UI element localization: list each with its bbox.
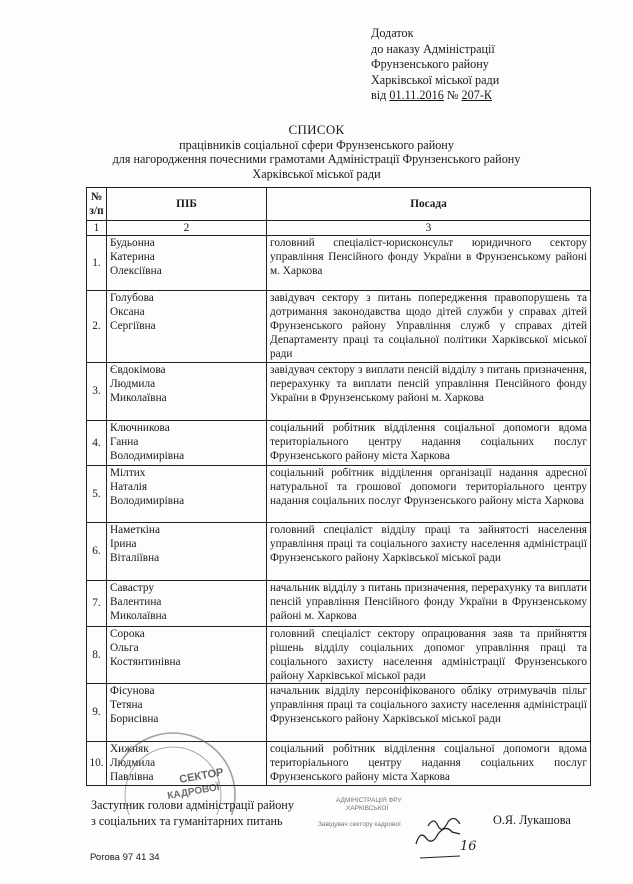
row-number: 7. [87, 580, 107, 626]
name-part: Миколаївна [110, 609, 167, 622]
awardees-table [86, 187, 591, 786]
column-header-num: № з/п [87, 188, 107, 221]
order-date-line [371, 88, 499, 104]
name-part: Ключникова [110, 421, 170, 434]
name-part: Євдокімова [110, 363, 166, 376]
title-line: для нагородження почесними грамотами Адміністрації Фрунзенського району [112, 152, 521, 166]
name-part: Будьонна [110, 237, 155, 250]
name-part: Хижняк [110, 742, 149, 755]
header-line: Харківської міської ради [371, 72, 500, 87]
table-row [87, 580, 591, 626]
name-part: Людмила [110, 757, 156, 770]
name-part: Костянтинівна [110, 655, 181, 668]
row-number: 4. [87, 420, 107, 465]
signatory-block [91, 798, 294, 829]
table-row [87, 522, 591, 580]
name-part: Миколаївна [110, 391, 167, 404]
name-part: Наталія [110, 480, 148, 493]
stamp-text: КАДРОВОЇ [166, 781, 221, 802]
number-prefix: № [443, 88, 462, 102]
name-part: Олексіївна [110, 265, 162, 278]
order-date: 01.11.2016 [389, 88, 444, 102]
person-name [107, 291, 267, 362]
stamp-text: ХАРКІВСЬКОЇ [346, 805, 389, 812]
name-part: Ольга [110, 641, 139, 654]
table-row [87, 291, 591, 362]
row-number: 1. [87, 236, 107, 291]
name-part: Катерина [110, 251, 155, 264]
person-name [107, 522, 267, 580]
header-line: до наказу Адміністрації [371, 41, 495, 56]
row-number: 5. [87, 465, 107, 522]
table-row [87, 236, 591, 291]
executor-note: Рогова 97 41 34 [90, 852, 160, 863]
row-number: 2. [87, 291, 107, 362]
column-number: 3 [267, 221, 591, 236]
handwritten-signature [380, 812, 490, 860]
table-row [87, 420, 591, 465]
name-part: Борисівна [110, 713, 159, 726]
name-part: Савастру [110, 581, 154, 594]
name-part: Фісунова [110, 684, 155, 697]
person-position: начальник відділу персоніфікованого обліку отримувачів пільг управління праці та соціального захисту населення адміністрації Фрунзенського району Харківської міської ради [267, 683, 591, 741]
row-number: 8. [87, 626, 107, 683]
person-name [107, 580, 267, 626]
name-part: Валентина [110, 595, 162, 608]
name-part: Голубова [110, 292, 154, 305]
signatory-title-line: з соціальних та гуманітарних питань [91, 813, 283, 828]
column-number: 2 [107, 221, 267, 236]
person-position: головний спеціаліст-юрисконсульт юридичного сектору управління Пенсійного фонду України в Фрунзенському районі м. Харкова [267, 236, 591, 291]
name-part: Мілтих [110, 466, 146, 479]
person-name [107, 236, 267, 291]
name-part: Володимирівна [110, 494, 185, 507]
stamp-text: АДМІНІСТРАЦІЯ ФРУ [336, 797, 402, 804]
person-position: завідувач сектору з питань попередження правопорушень та дотримання законодавства щодо дітей служби у справах дітей Фрунзенського району Управління служб у справах дітей Департаменту праці та соціальної політики Харківської міської ради [267, 291, 591, 362]
name-part: Сергіївна [110, 320, 156, 333]
person-position: начальник відділу з питань призначення, перерахунку та виплати пенсій управління Пенсійного фонду України в Фрунзенському районі м. Харкова [267, 580, 591, 626]
row-number: 10. [87, 741, 107, 785]
person-position: завідувач сектору з виплати пенсій відділу з питань призначення, перерахунку та виплати пенсій управління Пенсійного фонду України в Фрунзенському районі м. Харкова [267, 362, 591, 420]
person-position: соціальний робітник відділення соціальної допомоги вдома територіального центру надання соціальних послуг Фрунзенського району міста Харкова [267, 420, 591, 465]
name-part: Віталіївна [110, 551, 160, 564]
person-name [107, 465, 267, 522]
name-part: Ірина [110, 537, 137, 550]
person-name [107, 420, 267, 465]
person-position: соціальний робітник відділення організації надання адресної натуральної та грошової допомоги територіального центру надання соціальних послуг Фрунзенського району міста Харкова [267, 465, 591, 522]
name-part: Тетяна [110, 699, 143, 712]
table-row [87, 626, 591, 683]
signatory-title-line: Заступник голови адміністрації району [91, 798, 294, 812]
row-number: 6. [87, 522, 107, 580]
person-position: головний спеціаліст відділу праці та зайнятості населення управління праці та соціального захисту населення адміністрації Фрунзенського району Харківської міської ради [267, 522, 591, 580]
title-line: Харківської міської ради [252, 166, 381, 181]
table-body [87, 236, 591, 786]
title-heading: СПИСОК [288, 122, 345, 137]
title-line: працівників соціальної сфери Фрунзенського району [179, 137, 454, 152]
column-header-position: Посада [267, 188, 591, 221]
stamp-text: Завідувач сектору кадрової [318, 821, 401, 828]
name-part: Наметкіна [110, 523, 160, 536]
header-line: Додаток [371, 26, 414, 40]
stamp-text: СЕКТОР [178, 766, 225, 786]
column-number: 1 [87, 221, 107, 236]
person-position: соціальний робітник відділення соціальної допомоги вдома територіального центру надання соціальних послуг Фрунзенського району міста Харкова [267, 741, 591, 785]
person-name [107, 362, 267, 420]
name-part: Оксана [110, 306, 145, 319]
person-position: головний спеціаліст сектору опрацювання заяв та прийняття рішень відділу соціальних допомог управління праці та соціального захисту населення адміністрації Фрунзенського району Харківської міської ради [267, 626, 591, 683]
name-part: Павлівна [110, 771, 154, 784]
table-row [87, 362, 591, 420]
row-number: 9. [87, 683, 107, 741]
name-part: Володимирівна [110, 449, 185, 462]
header-line: Фрунзенського району [371, 57, 489, 71]
name-part: Ганна [110, 435, 139, 448]
signatory-name: О.Я. Лукашова [493, 813, 571, 827]
person-name [107, 626, 267, 683]
order-number: 207-К [461, 88, 492, 102]
document-header [371, 26, 499, 104]
name-part: Сорока [110, 627, 145, 640]
table-row [87, 465, 591, 522]
date-prefix: від [371, 88, 390, 102]
row-number: 3. [87, 362, 107, 420]
name-part: Людмила [110, 377, 156, 390]
document-title [0, 123, 633, 181]
column-header-name: ПІБ [107, 188, 267, 221]
handwritten-number: 16 [460, 839, 477, 854]
